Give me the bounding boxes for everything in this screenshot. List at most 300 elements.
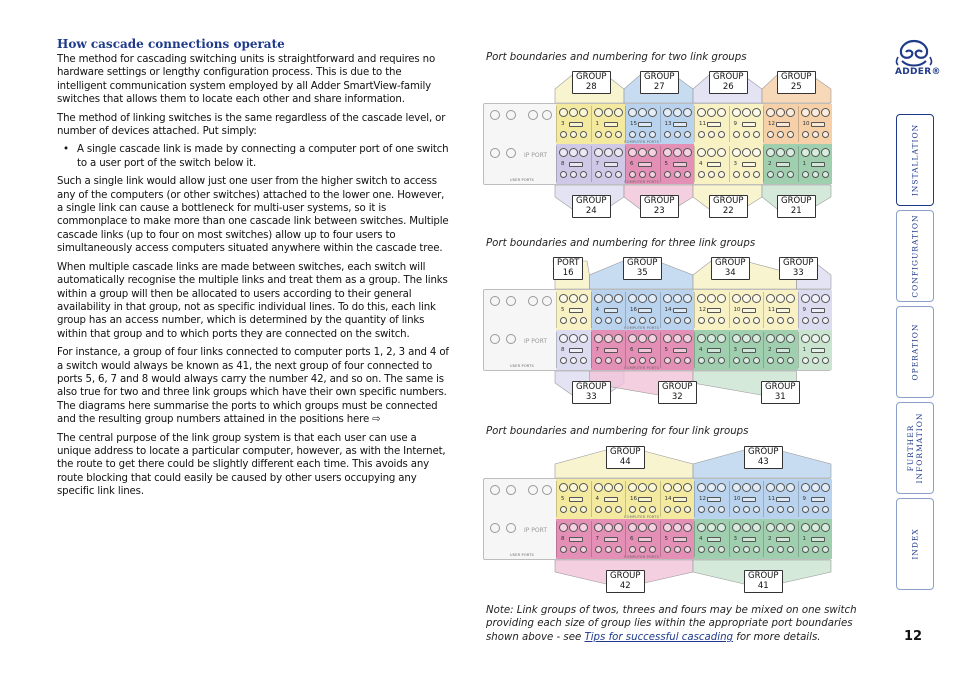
ps2-connector-icon (811, 148, 820, 157)
ps2-connector-icon (506, 334, 516, 344)
ps2-connector-icon (684, 357, 691, 364)
computer-port (591, 521, 625, 557)
ps2-connector-icon (528, 485, 538, 495)
group-label-line: PORT (557, 258, 580, 268)
computer-ports-label: COMPUTER PORTS (624, 326, 659, 330)
vga-connector-icon (569, 497, 583, 502)
computer-port (660, 521, 694, 557)
ps2-connector-icon (683, 108, 692, 117)
ps2-connector-icon (717, 108, 726, 117)
group-label-number: 23 (653, 205, 665, 216)
ps2-connector-icon (490, 485, 500, 495)
computer-port (694, 292, 728, 328)
group-label-line: GROUP (781, 72, 812, 82)
caption-three-link-groups: Port boundaries and numbering for three link groups (486, 238, 756, 249)
note-after: for more details. (733, 631, 821, 643)
ps2-connector-icon (648, 108, 657, 117)
vga-connector-icon (776, 308, 790, 313)
computer-port (591, 292, 625, 328)
ps2-connector-icon (821, 483, 830, 492)
ps2-connector-icon (742, 334, 751, 343)
computer-port (729, 146, 763, 182)
vga-connector-icon (673, 308, 687, 313)
ps2-connector-icon (664, 171, 671, 178)
ps2-connector-icon (604, 523, 613, 532)
ip-port-label: IP PORT (524, 152, 548, 159)
tab-label (906, 413, 924, 484)
computer-ports-label: COMPUTER PORTS (624, 515, 659, 519)
ps2-connector-icon (777, 131, 784, 138)
group-label-top (744, 446, 783, 469)
ps2-connector-icon (673, 334, 682, 343)
ps2-connector-icon (595, 357, 602, 364)
ps2-connector-icon (629, 357, 636, 364)
ps2-connector-icon (629, 171, 636, 178)
user-ports-panel (488, 294, 554, 368)
computer-port (694, 481, 728, 517)
vga-connector-icon (776, 537, 790, 542)
computer-port (694, 332, 728, 368)
computer-port (694, 146, 728, 182)
ps2-connector-icon (733, 506, 740, 513)
ps2-connector-icon (506, 148, 516, 158)
computer-port (556, 146, 590, 182)
ps2-connector-icon (787, 171, 794, 178)
group-label-line: GROUP (610, 571, 641, 581)
ps2-connector-icon (733, 171, 740, 178)
vga-connector-icon (638, 497, 652, 502)
ps2-connector-icon (718, 546, 725, 553)
ps2-connector-icon (822, 131, 829, 138)
ps2-connector-icon (639, 171, 646, 178)
vga-connector-icon (811, 162, 825, 167)
vga-connector-icon (604, 122, 618, 127)
ps2-connector-icon (673, 148, 682, 157)
ps2-connector-icon (528, 296, 538, 306)
ps2-connector-icon (787, 357, 794, 364)
ps2-connector-icon (664, 506, 671, 513)
ps2-connector-icon (707, 334, 716, 343)
ps2-connector-icon (638, 108, 647, 117)
paragraph: When multiple cascade links are made between switches, each switch will automatically recognise the multiple links and treat them as a group. The links within a group will then be allocated to users according to their general availability in that group, not as specific individual lines. To do this, each link group has an access number, which is determined by the quantity of links within that group and to which ports they are connected on the switch. (57, 261, 448, 340)
port-number: 1 (802, 161, 806, 167)
ps2-connector-icon (767, 171, 774, 178)
ps2-connector-icon (822, 317, 829, 324)
group-label-bottom (658, 381, 697, 404)
computer-port (763, 521, 797, 557)
computer-port (729, 332, 763, 368)
ps2-connector-icon (614, 108, 623, 117)
group-label-top (572, 71, 611, 94)
ps2-connector-icon (718, 317, 725, 324)
ps2-connector-icon (594, 523, 603, 532)
ps2-connector-icon (570, 506, 577, 513)
port-number: 4 (595, 496, 599, 502)
ps2-connector-icon (717, 294, 726, 303)
ps2-connector-icon (648, 334, 657, 343)
group-label-top (709, 71, 748, 94)
computer-port (556, 292, 590, 328)
ps2-connector-icon (766, 523, 775, 532)
caption-two-link-groups: Port boundaries and numbering for two link groups (486, 52, 747, 63)
ps2-connector-icon (614, 294, 623, 303)
computer-port (798, 521, 832, 557)
ps2-connector-icon (821, 334, 830, 343)
ps2-connector-icon (674, 131, 681, 138)
ps2-connector-icon (752, 334, 761, 343)
ps2-connector-icon (717, 523, 726, 532)
ps2-connector-icon (490, 523, 500, 533)
ps2-connector-icon (821, 523, 830, 532)
ps2-connector-icon (648, 523, 657, 532)
ps2-connector-icon (718, 131, 725, 138)
group-label-line: GROUP (576, 72, 607, 82)
ps2-connector-icon (542, 485, 552, 495)
computer-port (591, 146, 625, 182)
ps2-connector-icon (570, 131, 577, 138)
ps2-connector-icon (708, 506, 715, 513)
ps2-connector-icon (663, 148, 672, 157)
ps2-connector-icon (732, 334, 741, 343)
computer-port (625, 146, 659, 182)
ps2-connector-icon (579, 148, 588, 157)
port-number: 16 (630, 496, 637, 502)
ps2-connector-icon (821, 294, 830, 303)
ps2-connector-icon (595, 506, 602, 513)
ps2-connector-icon (718, 171, 725, 178)
ps2-connector-icon (664, 131, 671, 138)
ps2-connector-icon (684, 171, 691, 178)
ps2-connector-icon (787, 506, 794, 513)
ps2-connector-icon (614, 148, 623, 157)
group-label-number: 34 (724, 267, 736, 278)
port-number: 4 (699, 347, 703, 353)
ps2-connector-icon (777, 506, 784, 513)
ps2-connector-icon (753, 131, 760, 138)
ps2-connector-icon (821, 148, 830, 157)
group-label-top (553, 257, 583, 280)
ps2-connector-icon (649, 546, 656, 553)
ps2-connector-icon (639, 546, 646, 553)
computer-port (798, 332, 832, 368)
tab-further-information[interactable] (896, 402, 934, 494)
ps2-connector-icon (786, 483, 795, 492)
ps2-connector-icon (683, 334, 692, 343)
ps2-connector-icon (605, 131, 612, 138)
ps2-connector-icon (707, 148, 716, 157)
computer-port (660, 106, 694, 142)
ps2-connector-icon (664, 357, 671, 364)
ps2-connector-icon (673, 108, 682, 117)
computer-port (763, 106, 797, 142)
port-number: 2 (768, 161, 772, 167)
ps2-connector-icon (615, 357, 622, 364)
group-label-top (777, 71, 816, 94)
switch-rear-panel (483, 289, 831, 371)
computer-port (660, 146, 694, 182)
ps2-connector-icon (802, 171, 809, 178)
ps2-connector-icon (708, 317, 715, 324)
ps2-connector-icon (506, 296, 516, 306)
port-number: 8 (561, 347, 565, 353)
vga-connector-icon (569, 308, 583, 313)
group-label-bottom (709, 195, 748, 218)
group-label-number: 33 (585, 391, 597, 402)
tab-label: OPERATION (910, 323, 920, 381)
ps2-connector-icon (683, 523, 692, 532)
ps2-connector-icon (802, 131, 809, 138)
ps2-connector-icon (732, 483, 741, 492)
page-number: 12 (904, 629, 923, 644)
port-number: 11 (699, 121, 706, 127)
computer-port (625, 292, 659, 328)
group-label-bottom (640, 195, 679, 218)
ps2-connector-icon (733, 317, 740, 324)
port-number: 10 (733, 496, 741, 502)
ps2-connector-icon (753, 317, 760, 324)
ps2-connector-icon (743, 506, 750, 513)
ps2-connector-icon (673, 523, 682, 532)
ps2-connector-icon (698, 357, 705, 364)
ps2-connector-icon (786, 108, 795, 117)
group-label-top (606, 446, 645, 469)
group-label-line: GROUP (644, 72, 675, 82)
ps2-connector-icon (787, 546, 794, 553)
ps2-connector-icon (742, 294, 751, 303)
group-label-bottom (572, 195, 611, 218)
ps2-connector-icon (777, 357, 784, 364)
ps2-connector-icon (638, 294, 647, 303)
ps2-connector-icon (490, 334, 500, 344)
group-label-number: 26 (722, 81, 734, 92)
ps2-connector-icon (753, 506, 760, 513)
ps2-connector-icon (639, 317, 646, 324)
ps2-connector-icon (708, 546, 715, 553)
port-number: 16 (630, 307, 637, 313)
ps2-connector-icon (742, 108, 751, 117)
ps2-connector-icon (663, 483, 672, 492)
ps2-connector-icon (707, 523, 716, 532)
computer-port (798, 146, 832, 182)
tips-cascading-link[interactable]: Tips for successful cascading (584, 631, 733, 643)
tab-installation[interactable] (896, 114, 934, 206)
ps2-connector-icon (698, 317, 705, 324)
ps2-connector-icon (752, 148, 761, 157)
user-ports-label: USER PORTS (510, 178, 534, 182)
port-number: 3 (733, 347, 737, 353)
ps2-connector-icon (684, 546, 691, 553)
ps2-connector-icon (802, 357, 809, 364)
ps2-connector-icon (580, 357, 587, 364)
ps2-connector-icon (802, 546, 809, 553)
port-number: 1 (802, 347, 806, 353)
ps2-connector-icon (639, 357, 646, 364)
group-label-top (640, 71, 679, 94)
group-label-line: GROUP (576, 382, 607, 392)
port-number: 7 (595, 536, 599, 542)
ps2-connector-icon (559, 483, 568, 492)
ps2-connector-icon (648, 483, 657, 492)
ps2-connector-icon (629, 317, 636, 324)
group-label-top (711, 257, 750, 280)
ps2-connector-icon (663, 108, 672, 117)
ps2-connector-icon (684, 317, 691, 324)
ps2-connector-icon (628, 483, 637, 492)
ps2-connector-icon (604, 108, 613, 117)
ps2-connector-icon (615, 131, 622, 138)
ps2-connector-icon (811, 523, 820, 532)
vga-connector-icon (707, 308, 721, 313)
ps2-connector-icon (542, 296, 552, 306)
ps2-connector-icon (674, 171, 681, 178)
vga-connector-icon (707, 537, 721, 542)
vga-connector-icon (569, 537, 583, 542)
ps2-connector-icon (776, 483, 785, 492)
vga-connector-icon (811, 122, 825, 127)
computer-port (556, 332, 590, 368)
ps2-connector-icon (559, 523, 568, 532)
logo-text: ADDER® (895, 67, 941, 77)
ps2-connector-icon (560, 546, 567, 553)
ps2-connector-icon (560, 131, 567, 138)
computer-port (591, 106, 625, 142)
port-number: 6 (630, 536, 634, 542)
vga-connector-icon (776, 348, 790, 353)
ps2-connector-icon (707, 294, 716, 303)
ps2-connector-icon (580, 546, 587, 553)
ps2-connector-icon (569, 148, 578, 157)
port-number: 14 (664, 496, 672, 502)
ps2-connector-icon (684, 131, 691, 138)
ps2-connector-icon (766, 294, 775, 303)
port-number: 6 (630, 347, 634, 353)
ps2-connector-icon (733, 546, 740, 553)
computer-port (729, 106, 763, 142)
ps2-connector-icon (615, 546, 622, 553)
ps2-connector-icon (698, 506, 705, 513)
group-label-number: 24 (585, 205, 597, 216)
ps2-connector-icon (579, 483, 588, 492)
ps2-connector-icon (777, 171, 784, 178)
ps2-connector-icon (743, 171, 750, 178)
ps2-connector-icon (717, 483, 726, 492)
ps2-connector-icon (605, 546, 612, 553)
ps2-connector-icon (580, 317, 587, 324)
user-ports-label: USER PORTS (510, 553, 534, 557)
ps2-connector-icon (673, 483, 682, 492)
vga-connector-icon (604, 348, 618, 353)
computer-port (556, 521, 590, 557)
port-number: 3 (561, 121, 565, 127)
group-label-number: 22 (722, 205, 734, 216)
ps2-connector-icon (743, 546, 750, 553)
ps2-connector-icon (697, 334, 706, 343)
ps2-connector-icon (628, 148, 637, 157)
port-number: 3 (733, 161, 737, 167)
group-label-number: 32 (671, 391, 683, 402)
ps2-connector-icon (664, 317, 671, 324)
port-number: 8 (561, 536, 565, 542)
ps2-connector-icon (569, 334, 578, 343)
group-label-line: GROUP (713, 72, 744, 82)
ps2-connector-icon (801, 334, 810, 343)
group-label-number: 16 (562, 267, 574, 278)
ps2-connector-icon (579, 108, 588, 117)
ps2-connector-icon (594, 108, 603, 117)
bullet-item: • A single cascade link is made by connecting a computer port of one switch to a user port of the switch below it. (57, 143, 449, 170)
ps2-connector-icon (649, 357, 656, 364)
ps2-connector-icon (594, 294, 603, 303)
group-label-number: 41 (757, 580, 769, 591)
ps2-connector-icon (605, 506, 612, 513)
vga-connector-icon (638, 122, 652, 127)
tab-configuration[interactable] (896, 210, 934, 302)
computer-port (694, 521, 728, 557)
ps2-connector-icon (752, 108, 761, 117)
ps2-connector-icon (528, 110, 538, 120)
paragraph: For instance, a group of four links connected to computer ports 1, 2, 3 and 4 of a switch would always be known as 41, the next group of four connected to ports 5, 6, 7 and 8 would always carry the number 42, and so on. The same is also true for two and three link groups which have their own specific numbers. The diagrams here summarise the ports to which groups must be connected and the resulting group numbers attained in the positions here ⇨ (57, 347, 449, 426)
port-number: 10 (733, 307, 741, 313)
ps2-connector-icon (560, 506, 567, 513)
vga-connector-icon (569, 162, 583, 167)
ps2-connector-icon (628, 523, 637, 532)
ps2-connector-icon (811, 108, 820, 117)
paragraph: The method for cascading switching units is straightforward and requires no hardware settings or lengthy configuration process. This is due to the intelligent communication system employed by all Adder SmartView-family switches that allows them to locate each other and share information. (57, 54, 436, 106)
computer-port (556, 481, 590, 517)
tab-index[interactable] (896, 498, 934, 590)
ps2-connector-icon (490, 110, 500, 120)
group-label-number: 35 (636, 267, 648, 278)
paragraph: The method of linking switches is the same regardless of the cascade level, or number of devices attached. Put simply: (57, 112, 446, 138)
ps2-connector-icon (638, 334, 647, 343)
ps2-connector-icon (742, 483, 751, 492)
ps2-connector-icon (766, 334, 775, 343)
ps2-connector-icon (628, 294, 637, 303)
ps2-connector-icon (506, 110, 516, 120)
group-label-number: 25 (790, 81, 802, 92)
ps2-connector-icon (579, 294, 588, 303)
port-number: 5 (561, 496, 565, 502)
ps2-connector-icon (753, 546, 760, 553)
ps2-connector-icon (649, 317, 656, 324)
ps2-connector-icon (732, 148, 741, 157)
tab-label: INSTALLATION (910, 123, 920, 197)
ps2-connector-icon (595, 546, 602, 553)
tab-operation[interactable] (896, 306, 934, 398)
computer-port (660, 332, 694, 368)
ps2-connector-icon (707, 483, 716, 492)
ps2-connector-icon (753, 357, 760, 364)
ps2-connector-icon (822, 357, 829, 364)
ps2-connector-icon (718, 357, 725, 364)
ps2-connector-icon (605, 357, 612, 364)
vga-connector-icon (707, 162, 721, 167)
ps2-connector-icon (614, 523, 623, 532)
computer-port (660, 481, 694, 517)
vga-connector-icon (638, 162, 652, 167)
computer-port (591, 332, 625, 368)
vga-connector-icon (707, 497, 721, 502)
switch-rear-panel (483, 103, 831, 185)
ps2-connector-icon (560, 357, 567, 364)
ps2-connector-icon (698, 171, 705, 178)
vga-connector-icon (673, 122, 687, 127)
group-label-line: GROUP (765, 382, 796, 392)
ps2-connector-icon (594, 334, 603, 343)
ps2-connector-icon (604, 148, 613, 157)
ps2-connector-icon (559, 148, 568, 157)
vga-connector-icon (673, 348, 687, 353)
